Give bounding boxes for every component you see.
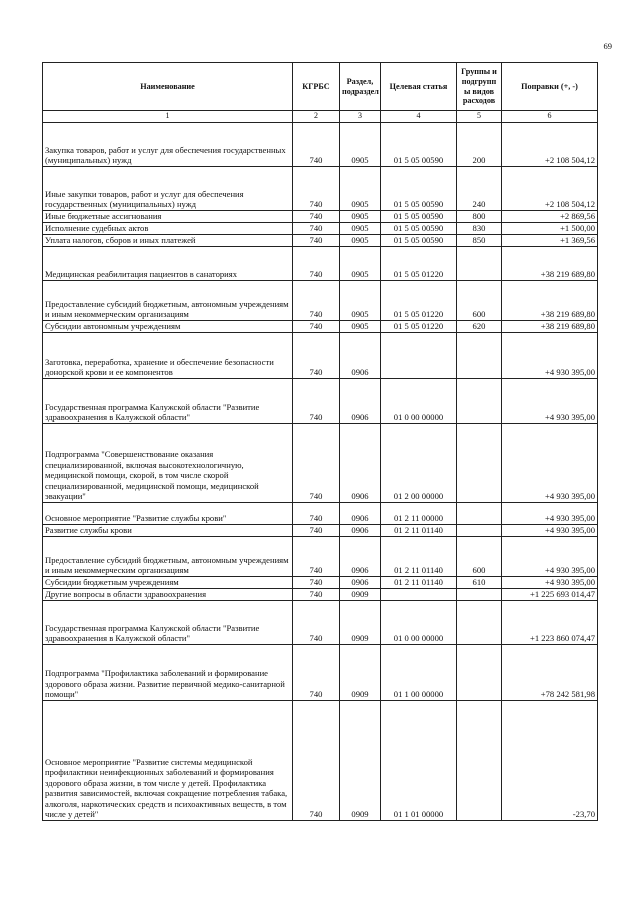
table-row (43, 536, 598, 576)
cell-kgrbs: 740 (293, 246, 340, 280)
header-razdel: Раздел, подраздел (340, 63, 381, 111)
cell-vid: 600 (457, 280, 502, 320)
table-row (43, 222, 598, 234)
cell-vid (457, 524, 502, 536)
cell-razdel: 0905 (340, 210, 381, 222)
cell-statya (381, 588, 457, 600)
col-number: 4 (381, 111, 457, 123)
cell-name: Иные закупки товаров, работ и услуг для обеспечения государственных (муниципальных) нужд (43, 166, 293, 210)
cell-kgrbs: 740 (293, 280, 340, 320)
cell-razdel: 0906 (340, 332, 381, 378)
cell-vid: 830 (457, 222, 502, 234)
cell-vid (457, 700, 502, 820)
table-row (43, 122, 598, 166)
cell-vid: 600 (457, 536, 502, 576)
header-statya: Целевая статья (381, 63, 457, 111)
cell-vid (457, 332, 502, 378)
table-row (43, 320, 598, 332)
cell-vid (457, 644, 502, 700)
table-row (43, 246, 598, 280)
cell-statya: 01 1 01 00000 (381, 700, 457, 820)
cell-statya: 01 5 05 00590 (381, 222, 457, 234)
cell-amount: -23,70 (502, 700, 598, 820)
table-row (43, 423, 598, 502)
cell-kgrbs: 740 (293, 234, 340, 246)
cell-kgrbs: 740 (293, 320, 340, 332)
cell-razdel: 0909 (340, 644, 381, 700)
cell-kgrbs: 740 (293, 524, 340, 536)
cell-razdel: 0906 (340, 576, 381, 588)
cell-razdel: 0909 (340, 600, 381, 644)
table-row (43, 576, 598, 588)
cell-kgrbs: 740 (293, 576, 340, 588)
cell-razdel: 0906 (340, 536, 381, 576)
cell-razdel: 0909 (340, 588, 381, 600)
cell-name: Подпрограмма "Совершенствование оказания специализированной, включая высокотехнологичную, медицинской помощи, скорой, в том числе скорой специализированной, медицинской помощи, медицинской эвакуации" (43, 423, 293, 502)
table-row (43, 210, 598, 222)
cell-amount: +4 930 395,00 (502, 536, 598, 576)
cell-razdel: 0905 (340, 246, 381, 280)
cell-statya (381, 332, 457, 378)
cell-kgrbs: 740 (293, 502, 340, 524)
cell-kgrbs: 740 (293, 700, 340, 820)
table-row (43, 234, 598, 246)
cell-vid: 200 (457, 122, 502, 166)
col-number: 3 (340, 111, 381, 123)
cell-amount: +2 108 504,12 (502, 122, 598, 166)
cell-amount: +4 930 395,00 (502, 423, 598, 502)
cell-name: Предоставление субсидий бюджетным, автономным учреждениям и иным некоммерческим организациям (43, 280, 293, 320)
cell-amount: +4 930 395,00 (502, 524, 598, 536)
cell-statya: 01 5 05 01220 (381, 280, 457, 320)
cell-kgrbs: 740 (293, 588, 340, 600)
cell-vid: 240 (457, 166, 502, 210)
cell-statya: 01 5 05 01220 (381, 320, 457, 332)
table-row (43, 502, 598, 524)
cell-razdel: 0906 (340, 378, 381, 423)
header-name: Наименование (43, 63, 293, 111)
cell-vid (457, 423, 502, 502)
cell-name: Заготовка, переработка, хранение и обеспечение безопасности донорской крови и ее компонентов (43, 332, 293, 378)
cell-vid: 850 (457, 234, 502, 246)
cell-amount: +4 930 395,00 (502, 332, 598, 378)
table-row (43, 588, 598, 600)
cell-kgrbs: 740 (293, 644, 340, 700)
cell-name: Подпрограмма "Профилактика заболеваний и формирование здорового образа жизни. Развитие первичной медико-санитарной помощи" (43, 644, 293, 700)
cell-statya: 01 5 05 00590 (381, 210, 457, 222)
cell-razdel: 0905 (340, 222, 381, 234)
cell-vid (457, 588, 502, 600)
cell-amount: +1 369,56 (502, 234, 598, 246)
cell-vid (457, 502, 502, 524)
col-number: 6 (502, 111, 598, 123)
cell-amount: +2 869,56 (502, 210, 598, 222)
cell-razdel: 0905 (340, 122, 381, 166)
cell-razdel: 0906 (340, 524, 381, 536)
cell-statya: 01 1 00 00000 (381, 644, 457, 700)
cell-kgrbs: 740 (293, 332, 340, 378)
cell-name: Субсидии автономным учреждениям (43, 320, 293, 332)
table-row (43, 600, 598, 644)
cell-name: Государственная программа Калужской области "Развитие здравоохранения в Калужской области" (43, 378, 293, 423)
col-number: 2 (293, 111, 340, 123)
header-kgrbs: КГРБС (293, 63, 340, 111)
cell-amount: +78 242 581,98 (502, 644, 598, 700)
cell-amount: +4 930 395,00 (502, 576, 598, 588)
cell-amount: +2 108 504,12 (502, 166, 598, 210)
table-body (43, 122, 598, 820)
cell-amount: +38 219 689,80 (502, 246, 598, 280)
cell-statya: 01 2 11 01140 (381, 576, 457, 588)
cell-kgrbs: 740 (293, 166, 340, 210)
cell-name: Другие вопросы в области здравоохранения (43, 588, 293, 600)
cell-razdel: 0906 (340, 423, 381, 502)
cell-amount: +38 219 689,80 (502, 280, 598, 320)
col-number: 1 (43, 111, 293, 123)
cell-name: Исполнение судебных актов (43, 222, 293, 234)
cell-amount: +1 223 860 074,47 (502, 600, 598, 644)
cell-razdel: 0909 (340, 700, 381, 820)
cell-amount: +1 500,00 (502, 222, 598, 234)
cell-razdel: 0905 (340, 166, 381, 210)
cell-razdel: 0905 (340, 234, 381, 246)
cell-kgrbs: 740 (293, 378, 340, 423)
cell-statya: 01 2 11 00000 (381, 502, 457, 524)
cell-statya: 01 5 05 00590 (381, 166, 457, 210)
cell-name: Основное мероприятие "Развитие службы крови" (43, 502, 293, 524)
cell-name: Медицинская реабилитация пациентов в санаториях (43, 246, 293, 280)
header-amount: Поправки (+, -) (502, 63, 598, 111)
cell-kgrbs: 740 (293, 210, 340, 222)
table-row (43, 644, 598, 700)
cell-name: Иные бюджетные ассигнования (43, 210, 293, 222)
cell-name: Основное мероприятие "Развитие системы медицинской профилактики неинфекционных заболеваний и формирования здорового образа жизни, в том числе у детей. Профилактика развития зависимостей, включая сокращение потребления табака, алкоголя, наркотических средств и психоактивных веществ, в том числе у детей" (43, 700, 293, 820)
cell-statya: 01 5 05 00590 (381, 234, 457, 246)
cell-vid (457, 246, 502, 280)
cell-statya: 01 5 05 01220 (381, 246, 457, 280)
table-row (43, 700, 598, 820)
cell-vid: 620 (457, 320, 502, 332)
cell-vid: 610 (457, 576, 502, 588)
cell-statya: 01 5 05 00590 (381, 122, 457, 166)
cell-kgrbs: 740 (293, 536, 340, 576)
col-number: 5 (457, 111, 502, 123)
cell-kgrbs: 740 (293, 600, 340, 644)
cell-amount: +38 219 689,80 (502, 320, 598, 332)
page-number: 69 (603, 41, 612, 51)
cell-kgrbs: 740 (293, 222, 340, 234)
cell-name: Уплата налогов, сборов и иных платежей (43, 234, 293, 246)
cell-vid (457, 378, 502, 423)
cell-amount: +1 225 693 014,47 (502, 588, 598, 600)
cell-statya: 01 0 00 00000 (381, 600, 457, 644)
cell-kgrbs: 740 (293, 423, 340, 502)
cell-razdel: 0905 (340, 320, 381, 332)
cell-razdel: 0905 (340, 280, 381, 320)
cell-razdel: 0906 (340, 502, 381, 524)
cell-kgrbs: 740 (293, 122, 340, 166)
table-row (43, 332, 598, 378)
cell-name: Развитие службы крови (43, 524, 293, 536)
cell-name: Субсидии бюджетным учреждениям (43, 576, 293, 588)
cell-statya: 01 2 11 01140 (381, 536, 457, 576)
cell-name: Закупка товаров, работ и услуг для обеспечения государственных (муниципальных) нужд (43, 122, 293, 166)
cell-name: Предоставление субсидий бюджетным, автономным учреждениям и иным некоммерческим организациям (43, 536, 293, 576)
cell-vid (457, 600, 502, 644)
cell-vid: 800 (457, 210, 502, 222)
cell-statya: 01 2 11 01140 (381, 524, 457, 536)
cell-statya: 01 0 00 00000 (381, 378, 457, 423)
table-row (43, 166, 598, 210)
cell-statya: 01 2 00 00000 (381, 423, 457, 502)
budget-table (42, 62, 598, 821)
table-row (43, 524, 598, 536)
table-row (43, 280, 598, 320)
table-row (43, 378, 598, 423)
cell-amount: +4 930 395,00 (502, 502, 598, 524)
cell-name: Государственная программа Калужской области "Развитие здравоохранения в Калужской области" (43, 600, 293, 644)
cell-amount: +4 930 395,00 (502, 378, 598, 423)
header-vid: Группы и подгрупп ы видов расходов (457, 63, 502, 111)
